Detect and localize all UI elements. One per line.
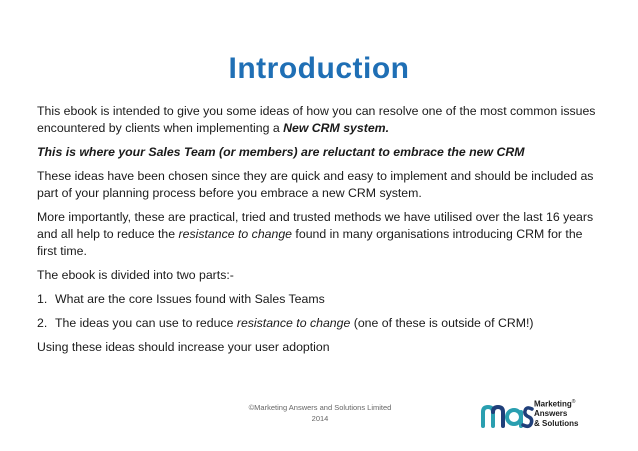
logo-line-3: & Solutions: [534, 418, 579, 428]
copyright-year: 2014: [311, 414, 329, 423]
practical-text-a: More importantly, these are practical, tried and trusted methods we have utilised over the last 16 years and all help to reduce the: [37, 210, 594, 241]
company-logo: [480, 397, 620, 433]
intro-text: This ebook is intended to give you some ideas of how you can resolve one of the most common issues encountered by clients when implementing a: [37, 104, 596, 135]
list-item: [37, 291, 597, 308]
list-item-text-a: The ideas you can use to reduce: [55, 316, 237, 330]
ideas-paragraph: These ideas have been chosen since they are quick and easy to implement and should be included as part of your planning process before you embrace a new CRM system.: [37, 169, 594, 200]
list-number: 1.: [37, 292, 48, 306]
page-title: Introduction: [228, 52, 410, 85]
list-item: [37, 315, 597, 332]
registered-mark: ®: [571, 399, 576, 405]
copyright-line: ©Marketing Answers and Solutions Limited: [248, 403, 392, 412]
parts-intro: The ebook is divided into two parts:-: [37, 268, 234, 282]
resistance-emphasis: resistance to change: [178, 227, 293, 241]
list-number: 2.: [37, 316, 48, 330]
logo-wordmark: [534, 398, 578, 428]
list-item-text: What are the core Issues found with Sales Teams: [55, 292, 325, 306]
resistance-emphasis: resistance to change: [236, 316, 351, 330]
problem-statement: This is where your Sales Team (or members) are reluctant to embrace the new CRM: [37, 145, 525, 159]
logo-line-2: Answers: [534, 409, 568, 419]
copyright-footer: [200, 402, 440, 424]
practical-text-c: found in many organisations introducing CRM for the first time.: [37, 227, 583, 258]
new-crm-emphasis: New CRM system.: [283, 121, 390, 135]
closing-paragraph: Using these ideas should increase your user adoption: [37, 340, 330, 354]
mas-logo-icon: [480, 400, 534, 430]
list-item-text-c: (one of these is outside of CRM!): [350, 316, 534, 330]
practical-paragraph: [37, 209, 597, 260]
intro-paragraph: [37, 103, 597, 137]
body-content: [37, 103, 597, 363]
logo-line-1: Marketing: [534, 399, 572, 409]
